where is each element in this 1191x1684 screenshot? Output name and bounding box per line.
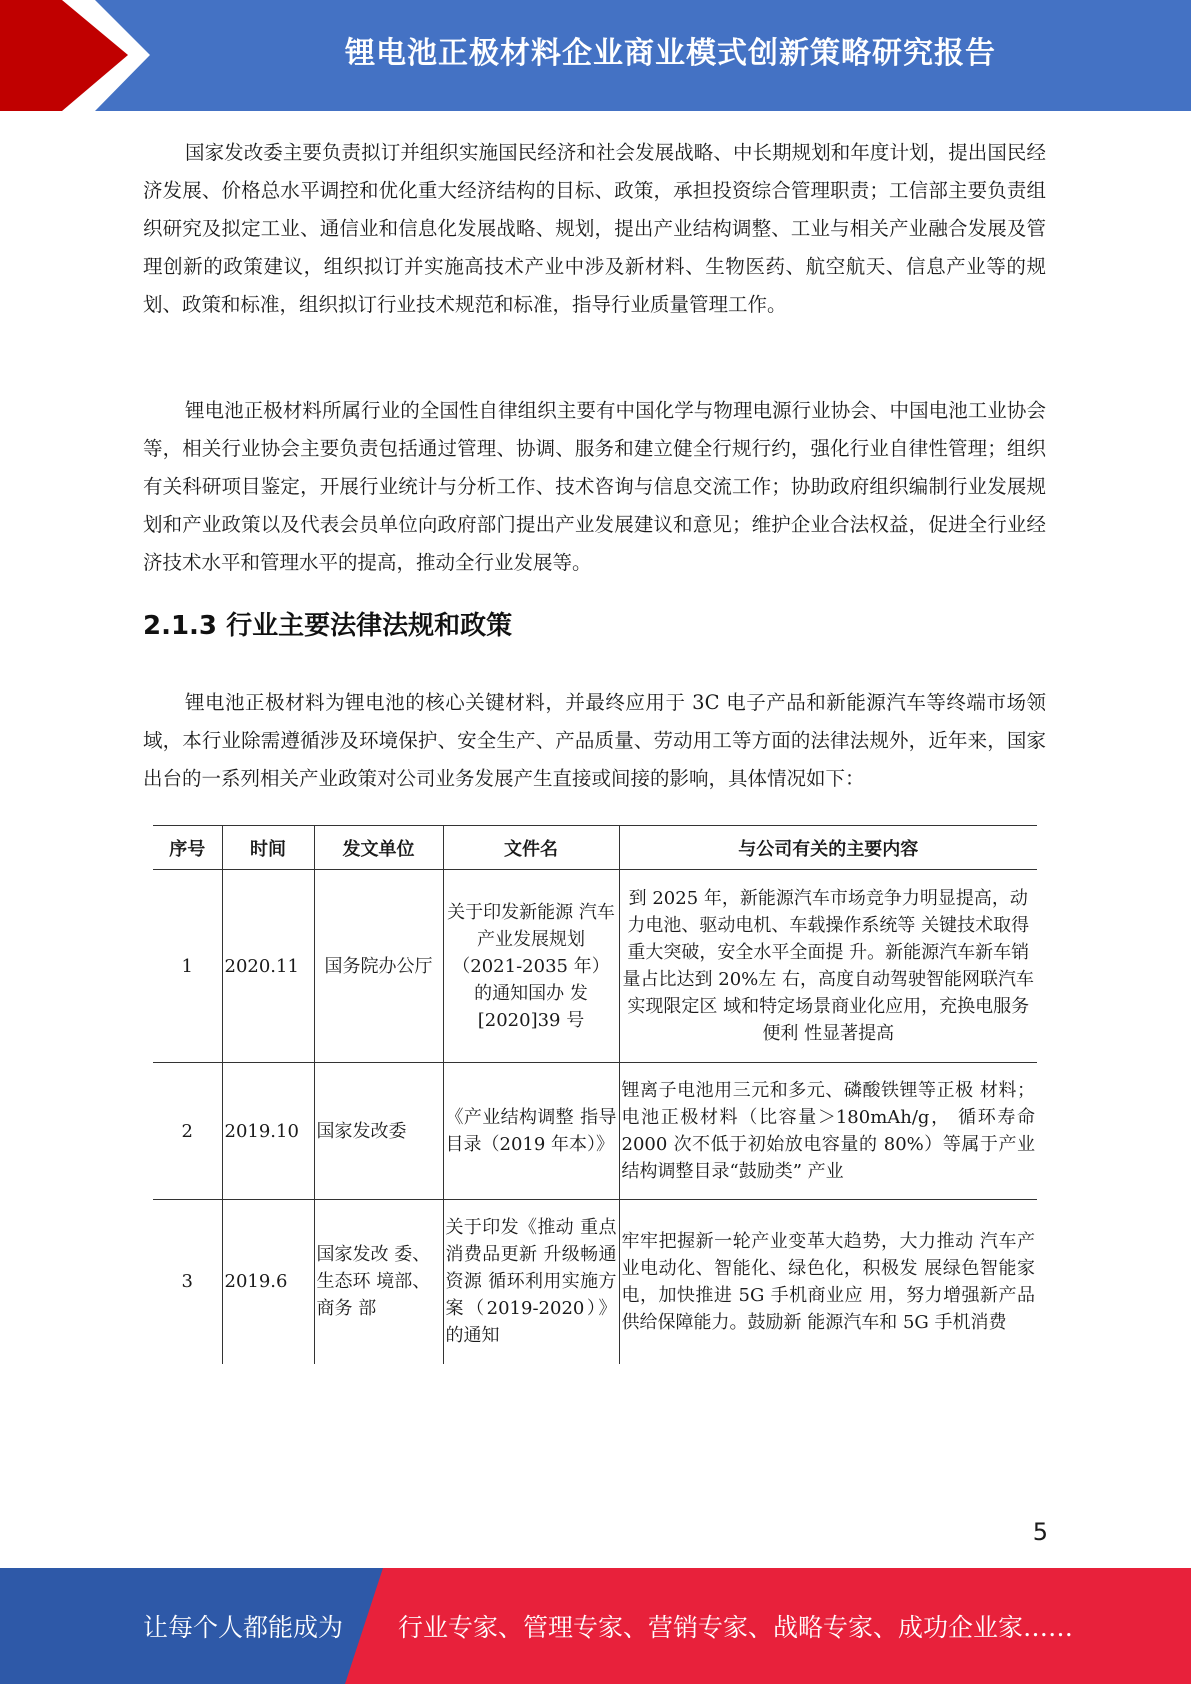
cell-date: 2020.11: [222, 870, 314, 1063]
page-number: 5: [1032, 1518, 1048, 1546]
cell-date: 2019.6: [222, 1200, 314, 1364]
table-header-row: [153, 826, 1037, 870]
table-row: [153, 1063, 1037, 1200]
footer-slogan-right: 行业专家、管理专家、营销专家、战略专家、成功企业家……: [398, 1613, 1074, 1642]
cell-content: 牢牢把握新一轮产业变革大趋势，大力推动 汽车产业电动化、智能化、绿色化，积极发 展绿色智能家电，加快推进 5G 手机商业应 用，努力增强新产品供给保障能力。鼓励新 能源汽车和 5G 手机消费: [619, 1200, 1037, 1364]
report-title: 锂电池正极材料企业商业模式创新策略研究报告: [345, 36, 996, 71]
cell-date: 2019.10: [222, 1063, 314, 1200]
column-header-no: 序号: [153, 826, 222, 870]
footer-slogan-left: 让每个人都能成为: [143, 1613, 344, 1642]
cell-no: 1: [153, 870, 222, 1063]
cell-issuer: 国家发改 委、生态环 境部、商务 部: [314, 1200, 443, 1364]
section-heading: 2.1.3 行业主要法律法规和政策: [143, 611, 513, 641]
header-chevron-decoration: [0, 0, 160, 111]
cell-issuer: 国务院办公厅: [314, 870, 443, 1063]
paragraph-policy-intro: 锂电池正极材料为锂电池的核心关键材料，并最终应用于 3C 电子产品和新能源汽车等终端市场领域，本行业除需遵循涉及环境保护、安全生产、产品质量、劳动用工等方面的法律法规外，近年来，国家出台的一系列相关产业政策对公司业务发展产生直接或间接的影响，具体情况如下：: [143, 691, 1046, 790]
cell-issuer: 国家发改委: [314, 1063, 443, 1200]
page-header: [0, 0, 1191, 111]
column-header-content: 与公司有关的主要内容: [619, 826, 1037, 870]
column-header-issuer: 发文单位: [314, 826, 443, 870]
cell-document: 关于印发《推动 重点消费品更新 升级畅通资源 循环利用实施方 案（2019-2020）》 的通知: [443, 1200, 619, 1364]
column-header-date: 时间: [222, 826, 314, 870]
cell-content: 到 2025 年，新能源汽车市场竞争力明显提高，动力电池、驱动电机、车载操作系统等 关键技术取得重大突破，安全水平全面提 升。新能源汽车新车销量占比达到 20%左 右，高度自动驾驶智能网联汽车实现限定区 域和特定场景商业化应用，充换电服务便利 性显著提高: [619, 870, 1037, 1063]
column-header-document: 文件名: [443, 826, 619, 870]
cell-no: 2: [153, 1063, 222, 1200]
paragraph-regulators: 国家发改委主要负责拟订并组织实施国民经济和社会发展战略、中长期规划和年度计划，提出国民经济发展、价格总水平调控和优化重大经济结构的目标、政策，承担投资综合管理职责；工信部主要负责组织研究及拟定工业、通信业和信息化发展战略、规划，提出产业结构调整、工业与相关产业融合发展及管理创新的政策建议，组织拟订并实施高技术产业中涉及新材料、生物医药、航空航天、信息产业等的规划、政策和标准，组织拟订行业技术规范和标准，指导行业质量管理工作。: [143, 141, 1046, 316]
table-row: [153, 870, 1037, 1063]
cell-content: 锂离子电池用三元和多元、磷酸铁锂等正极 材料；电池正极材料（比容量＞180mAh/g， 循环寿命 2000 次不低于初始放电容量的 80%）等属于产业结构调整目录“鼓励类” 产业: [619, 1063, 1037, 1200]
cell-document: 关于印发新能源 汽车产业发展规划（2021-2035 年）的通知国办 发[2020]39 号: [443, 870, 619, 1063]
page-footer: [0, 1568, 1191, 1684]
policy-table: [153, 825, 1037, 1364]
paragraph-associations: 锂电池正极材料所属行业的全国性自律组织主要有中国化学与物理电源行业协会、中国电池工业协会等，相关行业协会主要负责包括通过管理、协调、服务和建立健全行规行约，强化行业自律性管理；组织有关科研项目鉴定，开展行业统计与分析工作、技术咨询与信息交流工作；协助政府组织编制行业发展规划和产业政策以及代表会员单位向政府部门提出产业发展建议和意见；维护企业合法权益，促进全行业经济技术水平和管理水平的提高，推动全行业发展等。: [143, 399, 1046, 574]
table-row: [153, 1200, 1037, 1364]
cell-no: 3: [181, 1271, 193, 1293]
cell-document: 《产业结构调整 指导目录（2019 年本）》: [443, 1063, 619, 1200]
